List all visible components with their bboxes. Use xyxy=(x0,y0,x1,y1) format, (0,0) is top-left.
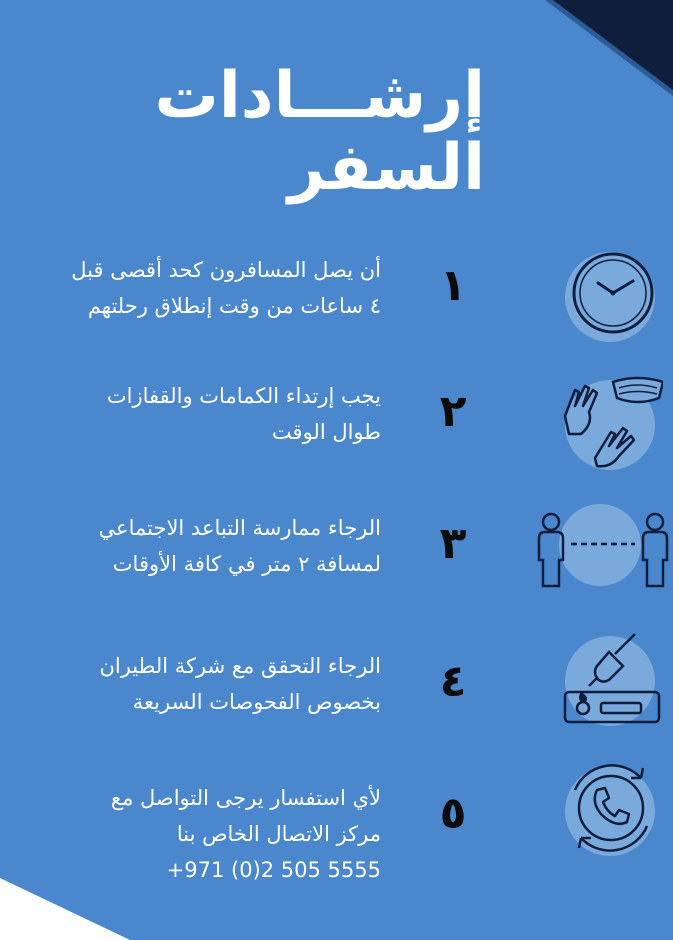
item-text-line: يجب إرتداء الكمامات والقفازات xyxy=(106,384,381,408)
guideline-item-3 xyxy=(0,510,673,620)
item-text-line: لأي استفسار يرجى التواصل مع xyxy=(110,786,381,810)
mask-gloves-icon xyxy=(553,372,663,472)
item-text-line: بخصوص الفحوصات السريعة xyxy=(132,690,381,714)
guideline-item-2 xyxy=(0,378,673,488)
item-text-line: مركز الاتصال الخاص بنا xyxy=(176,822,381,846)
item-text-line: الرجاء ممارسة التباعد الاجتماعي xyxy=(98,516,381,540)
title-line-2: السفر xyxy=(288,131,485,205)
item-text xyxy=(11,378,381,450)
clock-icon xyxy=(553,246,663,346)
item-text xyxy=(11,780,381,888)
item-text-line: الرجاء التحقق مع شركة الطيران xyxy=(99,654,381,678)
item-text xyxy=(11,648,381,720)
guideline-item-4 xyxy=(0,648,673,758)
rapid-test-icon xyxy=(553,626,663,726)
item-text-line: طوال الوقت xyxy=(271,420,381,444)
item-number: ٣ xyxy=(439,518,467,569)
title-line-1: إرشـــادات xyxy=(154,59,485,133)
page-title xyxy=(154,59,485,205)
item-number: ١ xyxy=(439,260,467,311)
item-text-line: ٤ ساعات من وقت إنطلاق رحلتهم xyxy=(87,294,381,318)
item-number: ٥ xyxy=(439,788,467,839)
phone-number[interactable]: +971 (0)2 505 5555 xyxy=(166,858,381,882)
social-distance-icon xyxy=(533,510,673,590)
item-text-line: لمسافة ٢ متر في كافة الأوقات xyxy=(112,552,381,576)
guideline-item-5 xyxy=(0,780,673,890)
item-number: ٢ xyxy=(439,386,467,437)
item-text-line: أن يصل المسافرون كحد أقصى قبل xyxy=(71,258,381,282)
phone-call-icon xyxy=(553,760,663,860)
corner-decoration-top-right xyxy=(553,0,673,90)
guideline-item-1 xyxy=(0,252,673,362)
item-number: ٤ xyxy=(439,656,467,707)
item-text xyxy=(11,252,381,324)
item-text xyxy=(11,510,381,582)
